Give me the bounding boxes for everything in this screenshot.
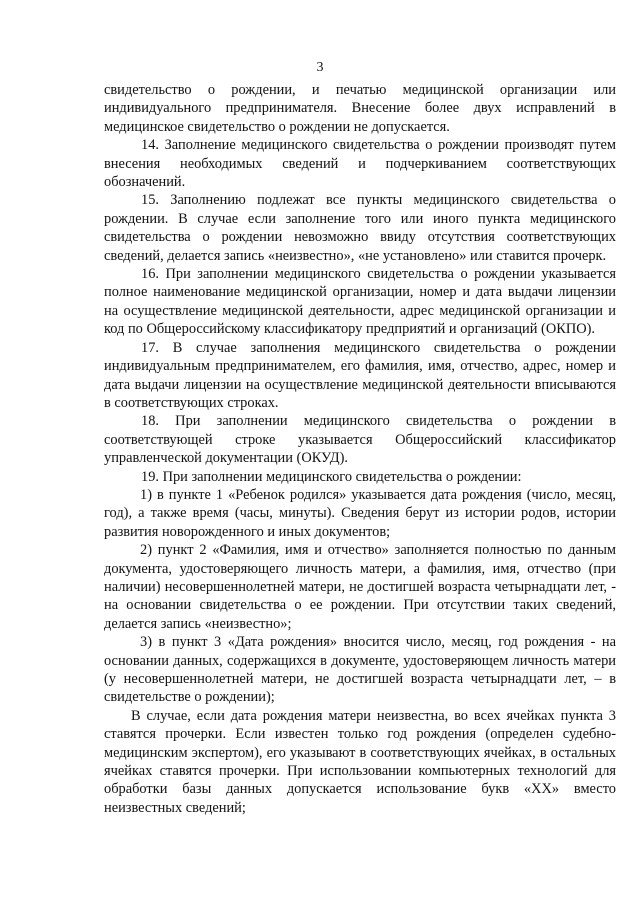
paragraph-18: 18. При заполнении медицинского свидетельства о рождении в соответствующей строке указывается Общероссийский классификатор управленческой документации (ОКУД). (104, 413, 616, 467)
document-body (104, 81, 616, 817)
paragraph-15: 15. Заполнению подлежат все пункты медицинского свидетельства о рождении. В случае если заполнение того или иного пункта медицинского свидетельства о рождении невозможно ввиду отсутствия соответствующих сведений, делается запись «неизвестно», «не установлено» или ставится прочерк. (104, 192, 616, 264)
paragraph-17: 17. В случае заполнения медицинского свидетельства о рождении индивидуальным предпринимателем, его фамилия, имя, отчество, адрес, номер и дата выдачи лицензии на осуществление медицинской деятельности вписываются в соответствующих строках. (104, 339, 616, 411)
list-item-2: 2) пункт 2 «Фамилия, имя и отчество» заполняется полностью по данным документа, удостоверяющего личность матери, а фамилия, имя, отчество (при наличии) несовершеннолетней матери, не достигшей возраста четырнадцати лет, - на основании свидетельства о ее рождении. При отсутствии таких сведений, делается запись «неизвестно»; (104, 542, 616, 632)
page-number: 3 (316, 60, 324, 75)
paragraph-unknown-birthdate: В случае, если дата рождения матери неизвестна, во всех ячейках пункта 3 ставятся прочерки. Если известен только год рождения (определен судебно-медицинским экспертом), его указывают в соответствующих ячейках, в остальных ячейках ставятся прочерки. При использовании компьютерных технологий для обработки базы данных допускается использование букв «ХХ» вместо неизвестных сведений; (104, 707, 616, 816)
paragraph-19: 19. При заполнении медицинского свидетельства о рождении: (141, 468, 522, 485)
list-item-3: 3) в пункт 3 «Дата рождения» вносится число, месяц, год рождения - на основании данных, содержащихся в документе, удостоверяющем личность матери (у несовершеннолетней матери, не достигшей возраста четырнадцати лет, – в свидетельстве о рождении); (104, 634, 616, 706)
list-item-1: 1) в пункте 1 «Ребенок родился» указывается дата рождения (число, месяц, год), а также время (часы, минуты). Сведения берут из истории родов, истории развития новорожденного и иных документов; (104, 486, 616, 540)
paragraph-16: 16. При заполнении медицинского свидетельства о рождении указывается полное наименование медицинской организации, номер и дата выдачи лицензии на осуществление медицинской деятельности, адрес медицинской организации и код по Общероссийскому классификатору предприятий и организаций (ОКПО). (104, 266, 616, 338)
paragraph-continuation: свидетельство о рождении, и печатью медицинской организации или индивидуального предпринимателя. Внесение более двух исправлений в медицинское свидетельство о рождении не допускается. (104, 82, 616, 135)
paragraph-14: 14. Заполнение медицинского свидетельства о рождении производят путем внесения необходимых сведений и подчеркиванием соответствующих обозначений. (104, 137, 616, 191)
